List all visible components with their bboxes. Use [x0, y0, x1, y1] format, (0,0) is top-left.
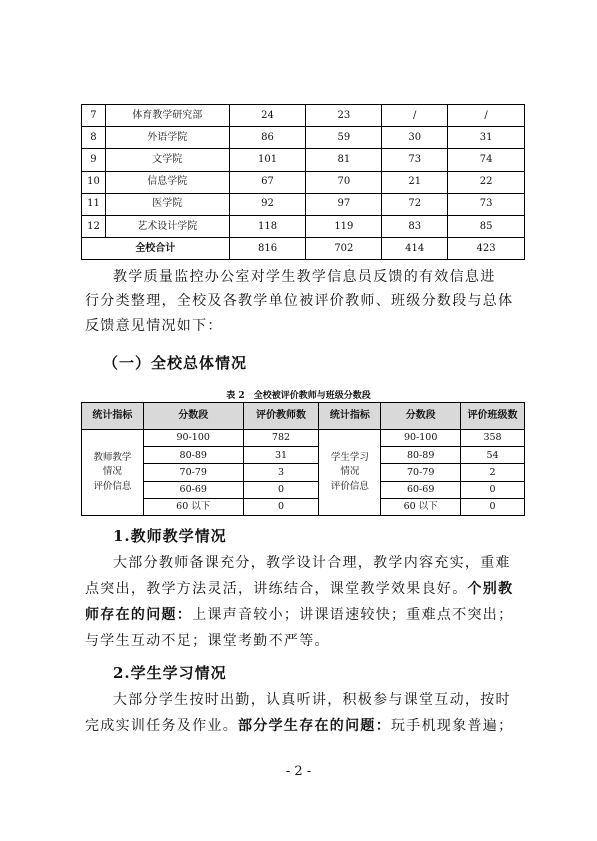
total-row: [82, 238, 525, 260]
student-line-bold: 部分学生存在的问题：: [238, 718, 391, 734]
intro-line: 教学质量监控办公室对学生教学信息员反馈的有效信息进: [113, 269, 496, 285]
table-cell: 23: [306, 105, 382, 127]
total-value-cell: 702: [306, 238, 382, 260]
table-cell: 73: [382, 149, 448, 171]
teacher-count-cell: 0: [243, 481, 319, 498]
total-label-cell: 全校合计: [82, 238, 230, 260]
class-count-cell: 54: [461, 447, 525, 464]
unit-name-cell: 信息学院: [105, 171, 229, 193]
table-row: [82, 498, 525, 515]
table-cell: 9: [82, 149, 106, 171]
table-cell: 21: [382, 171, 448, 193]
table-cell: 92: [229, 193, 306, 215]
table-cell: 67: [229, 171, 306, 193]
table-cell: 72: [382, 193, 448, 215]
table-cell: 31: [448, 127, 525, 149]
column-header: 分数段: [381, 403, 461, 430]
table-cell: 74: [448, 149, 525, 171]
student-line: 大部分学生按时出勤，认真听讲，积极参与课堂互动，按时: [113, 692, 511, 708]
score-range-cell: 60-69: [381, 481, 461, 498]
class-count-cell: 2: [461, 464, 525, 481]
table-cell: 12: [82, 215, 106, 237]
score-distribution-table: [81, 402, 525, 516]
table-cell: 118: [229, 215, 306, 237]
column-header: 统计指标: [82, 403, 144, 430]
group-label-line: 教师教学: [93, 452, 132, 464]
table-cell: 59: [306, 127, 382, 149]
class-count-cell: 358: [461, 430, 525, 447]
teacher-line-bold: 个别教: [467, 581, 514, 597]
unit-name-cell: 外语学院: [105, 127, 229, 149]
table-cell: 83: [382, 215, 448, 237]
subsection-heading: 1.教师教学情况: [113, 527, 227, 545]
table-cell: 7: [82, 105, 106, 127]
header-row: [82, 403, 525, 430]
table-cell: 73: [448, 193, 525, 215]
teacher-line: [85, 604, 513, 624]
table-row: [82, 149, 525, 171]
group-label-line: 学生学习: [330, 452, 369, 464]
group-label-line: 情况: [102, 466, 122, 478]
table-cell: 119: [306, 215, 382, 237]
table-cell: /: [448, 105, 525, 127]
table-cell: /: [382, 105, 448, 127]
teacher-count-cell: 31: [243, 447, 319, 464]
teacher-line: [85, 578, 513, 598]
page-number: - 2 -: [285, 764, 312, 779]
column-header: 评价教师数: [243, 403, 319, 430]
unit-name-cell: 艺术设计学院: [105, 215, 229, 237]
unit-evaluation-table: [81, 104, 525, 260]
teacher-group-label: [82, 430, 144, 516]
table-cell: 22: [448, 171, 525, 193]
table-row: [82, 193, 525, 215]
unit-name-cell: 体育教学研究部: [105, 105, 229, 127]
column-header: 分数段: [143, 403, 243, 430]
student-line-text: 完成实训任务及作业。: [85, 718, 238, 734]
table-row: [82, 447, 525, 464]
table-cell: 8: [82, 127, 106, 149]
score-range-cell: 80-89: [381, 447, 461, 464]
class-count-cell: 0: [461, 498, 525, 515]
score-range-cell: 60-69: [143, 481, 243, 498]
table-row: [82, 105, 525, 127]
table-cell: 97: [306, 193, 382, 215]
score-range-cell: 80-89: [143, 447, 243, 464]
group-label-line: 评价信息: [330, 480, 369, 492]
score-range-cell: 90-100: [381, 430, 461, 447]
table-row: [82, 430, 525, 447]
table-cell: 85: [448, 215, 525, 237]
column-header: 统计指标: [319, 403, 381, 430]
teacher-line: 大部分教师备课充分，教学设计合理，教学内容充实，重难: [113, 555, 511, 571]
student-line: [85, 715, 513, 735]
table-row: [82, 464, 525, 481]
table-row: [82, 127, 525, 149]
table-cell: 30: [382, 127, 448, 149]
student-group-label: [319, 430, 381, 516]
unit-name-cell: 医学院: [105, 193, 229, 215]
score-range-cell: 70-79: [143, 464, 243, 481]
group-label-line: 情况: [340, 466, 360, 478]
group-label-line: 评价信息: [93, 480, 132, 492]
total-value-cell: 423: [448, 238, 525, 260]
score-range-cell: 60 以下: [381, 498, 461, 515]
unit-name-cell: 文学院: [105, 149, 229, 171]
teacher-line-bold: 师存在的问题：: [85, 607, 193, 623]
teacher-count-cell: 782: [243, 430, 319, 447]
section-heading: （一）全校总体情况: [103, 354, 248, 372]
table-row: [82, 215, 525, 237]
table-cell: 101: [229, 149, 306, 171]
teacher-line-text: 点突出，教学方法灵活，讲练结合，课堂教学效果良好。: [85, 581, 468, 597]
total-value-cell: 816: [229, 238, 306, 260]
intro-line: 行分类整理，全校及各教学单位被评价教师、班级分数段与总体: [85, 293, 514, 309]
intro-line: 反馈意见情况如下：: [85, 318, 223, 334]
table-cell: 86: [229, 127, 306, 149]
student-line-text: 玩手机现象普遍；: [391, 718, 514, 734]
table-row: [82, 481, 525, 498]
score-range-cell: 70-79: [381, 464, 461, 481]
table-cell: 11: [82, 193, 106, 215]
teacher-line-text: 上课声音较小；讲课语速较快；重难点不突出；: [192, 607, 514, 623]
table-caption: 表 2 全校被评价教师与班级分数段: [226, 391, 371, 401]
table-cell: 81: [306, 149, 382, 171]
table-cell: 24: [229, 105, 306, 127]
teacher-line: 与学生互动不足；课堂考勤不严等。: [85, 633, 330, 649]
subsection-heading: 2.学生学习情况: [113, 664, 227, 682]
score-range-cell: 60 以下: [143, 498, 243, 515]
teacher-count-cell: 0: [243, 498, 319, 515]
table-row: [82, 171, 525, 193]
class-count-cell: 0: [461, 481, 525, 498]
teacher-count-cell: 3: [243, 464, 319, 481]
table-cell: 70: [306, 171, 382, 193]
table-cell: 10: [82, 171, 106, 193]
score-range-cell: 90-100: [143, 430, 243, 447]
total-value-cell: 414: [382, 238, 448, 260]
column-header: 评价班级数: [461, 403, 525, 430]
